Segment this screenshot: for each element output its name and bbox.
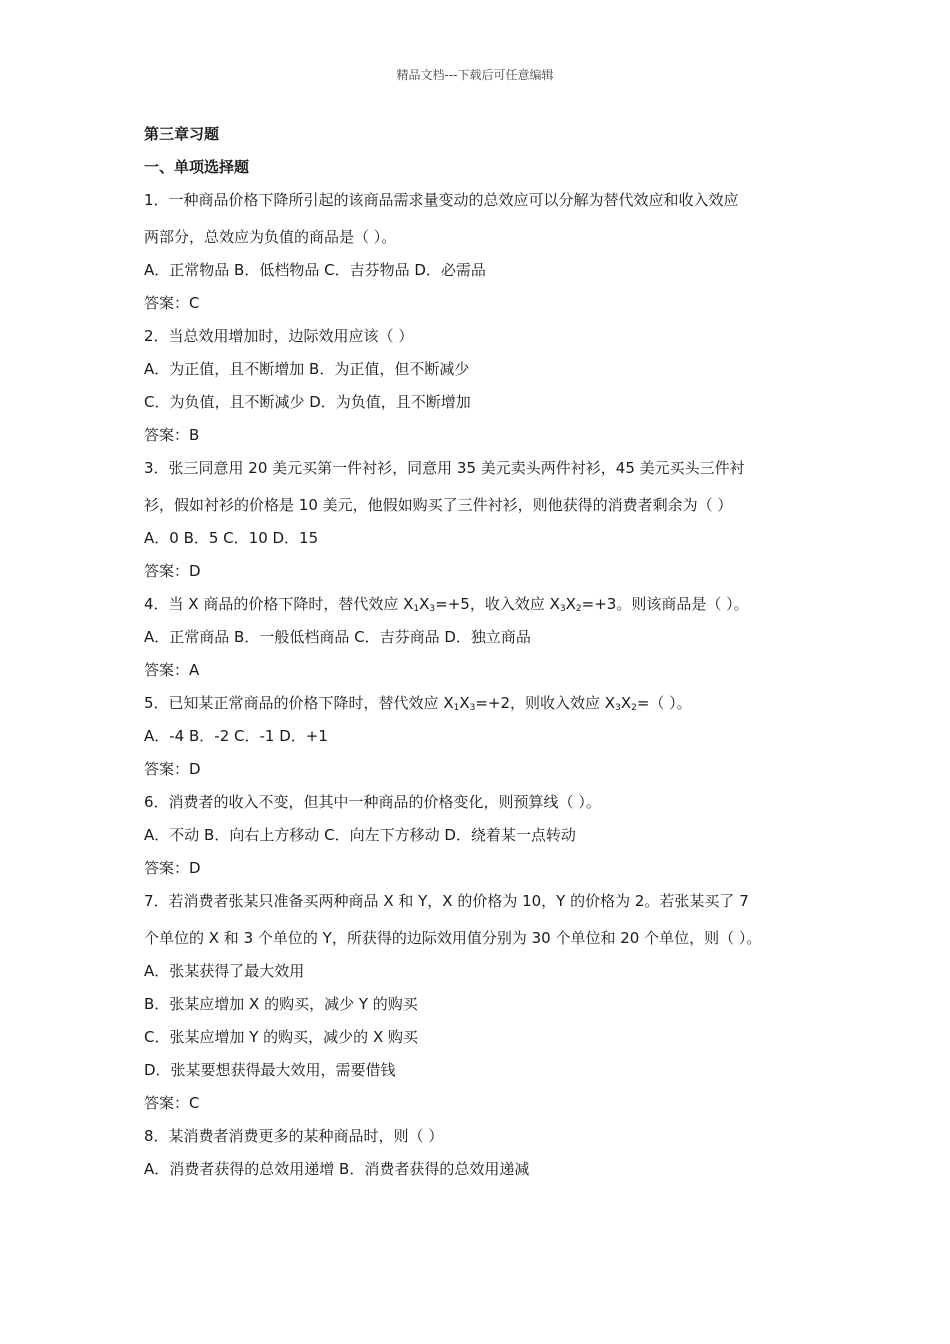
text-line: 答案：D <box>144 859 201 877</box>
text-line: A．正常物品 B．低档物品 C．吉芬物品 D．必需品 <box>144 261 486 279</box>
text-line: 7．若消费者张某只准备买两种商品 X 和 Y，X 的价格为 10，Y 的价格为 2。若张某买了 7 <box>144 892 749 910</box>
section-heading: 一、单项选择题 <box>144 158 250 176</box>
page-header: 精品文档---下载后可任意编辑 <box>396 68 554 82</box>
text-line: C．张某应增加 Y 的购买，减少的 X 购买 <box>144 1028 418 1046</box>
subscript: 3 <box>559 604 566 614</box>
text-line: 答案：C <box>144 294 200 312</box>
text-line: A．消费者获得的总效用递增 B．消费者获得的总效用递减 <box>144 1160 530 1178</box>
text-line: 答案：B <box>144 426 200 444</box>
text-line: 2．当总效用增加时，边际效用应该（ ） <box>144 327 414 345</box>
document-body <box>144 124 824 1192</box>
text-line: A．正常商品 B．一般低档商品 C．吉芬商品 D．独立商品 <box>144 628 531 646</box>
text-line <box>144 693 824 713</box>
text-segment: 5．已知某正常商品的价格下降时，替代效应 X <box>144 694 454 712</box>
text-line: A．为正值，且不断增加 B．为正值，但不断减少 <box>144 360 470 378</box>
subscript: 1 <box>453 703 460 713</box>
text-line: 1．一种商品价格下降所引起的该商品需求量变动的总效应可以分解为替代效应和收入效应 <box>144 191 739 209</box>
text-line: A．-4 B．-2 C．-1 D．+1 <box>144 727 328 745</box>
subscript: 3 <box>615 703 621 713</box>
text-segment: X <box>419 595 430 613</box>
text-line: A．0 B．5 C．10 D．15 <box>144 529 319 547</box>
text-segment: X <box>565 595 576 613</box>
text-segment: X <box>459 694 470 712</box>
subscript: 1 <box>413 604 420 614</box>
text-segment: X <box>620 694 632 712</box>
text-line: 6．消费者的收入不变，但其中一种商品的价格变化，则预算线（ ）。 <box>144 793 601 811</box>
text-segment: =+5，收入效应 X <box>435 595 560 613</box>
text-line: 答案：D <box>144 760 201 778</box>
text-line: 个单位的 X 和 3 个单位的 Y，所获得的边际效用值分别为 30 个单位和 20 个单位，则（ ）。 <box>144 929 762 947</box>
text-line: 衫，假如衬衫的价格是 10 美元，他假如购买了三件衬衫，则他获得的消费者剩余为（ ） <box>144 496 733 514</box>
text-line: D．张某要想获得最大效用，需要借钱 <box>144 1061 396 1079</box>
text-line: 答案：A <box>144 661 200 679</box>
text-line: A．张某获得了最大效用 <box>144 962 305 980</box>
subscript: 3 <box>429 604 436 614</box>
subscript: 2 <box>575 604 582 614</box>
text-line: 答案：D <box>144 562 201 580</box>
text-segment: =+2，则收入效应 X <box>475 694 616 712</box>
text-segment: 4．当 X 商品的价格下降时，替代效应 X <box>144 595 414 613</box>
text-line: 3．张三同意用 20 美元买第一件衬衫，同意用 35 美元卖头两件衬衫，45 美元买头三件衬 <box>144 459 745 477</box>
text-line: B．张某应增加 X 的购买，减少 Y 的购买 <box>144 995 418 1013</box>
text-line: 8．某消费者消费更多的某种商品时，则（ ） <box>144 1127 444 1145</box>
subscript: 3 <box>469 703 476 713</box>
text-line: 两部分，总效应为负值的商品是（ ）。 <box>144 228 397 246</box>
text-line: 答案：C <box>144 1094 200 1112</box>
text-line: C．为负值，且不断减少 D．为负值，且不断增加 <box>144 393 471 411</box>
section-heading: 第三章习题 <box>144 125 220 143</box>
subscript: 2 <box>631 703 637 713</box>
text-segment: =（ ）。 <box>636 694 692 712</box>
text-segment: =+3。则该商品是（ ）。 <box>581 595 749 613</box>
text-line <box>144 594 824 614</box>
text-line: A．不动 B．向右上方移动 C．向左下方移动 D．绕着某一点转动 <box>144 826 576 844</box>
